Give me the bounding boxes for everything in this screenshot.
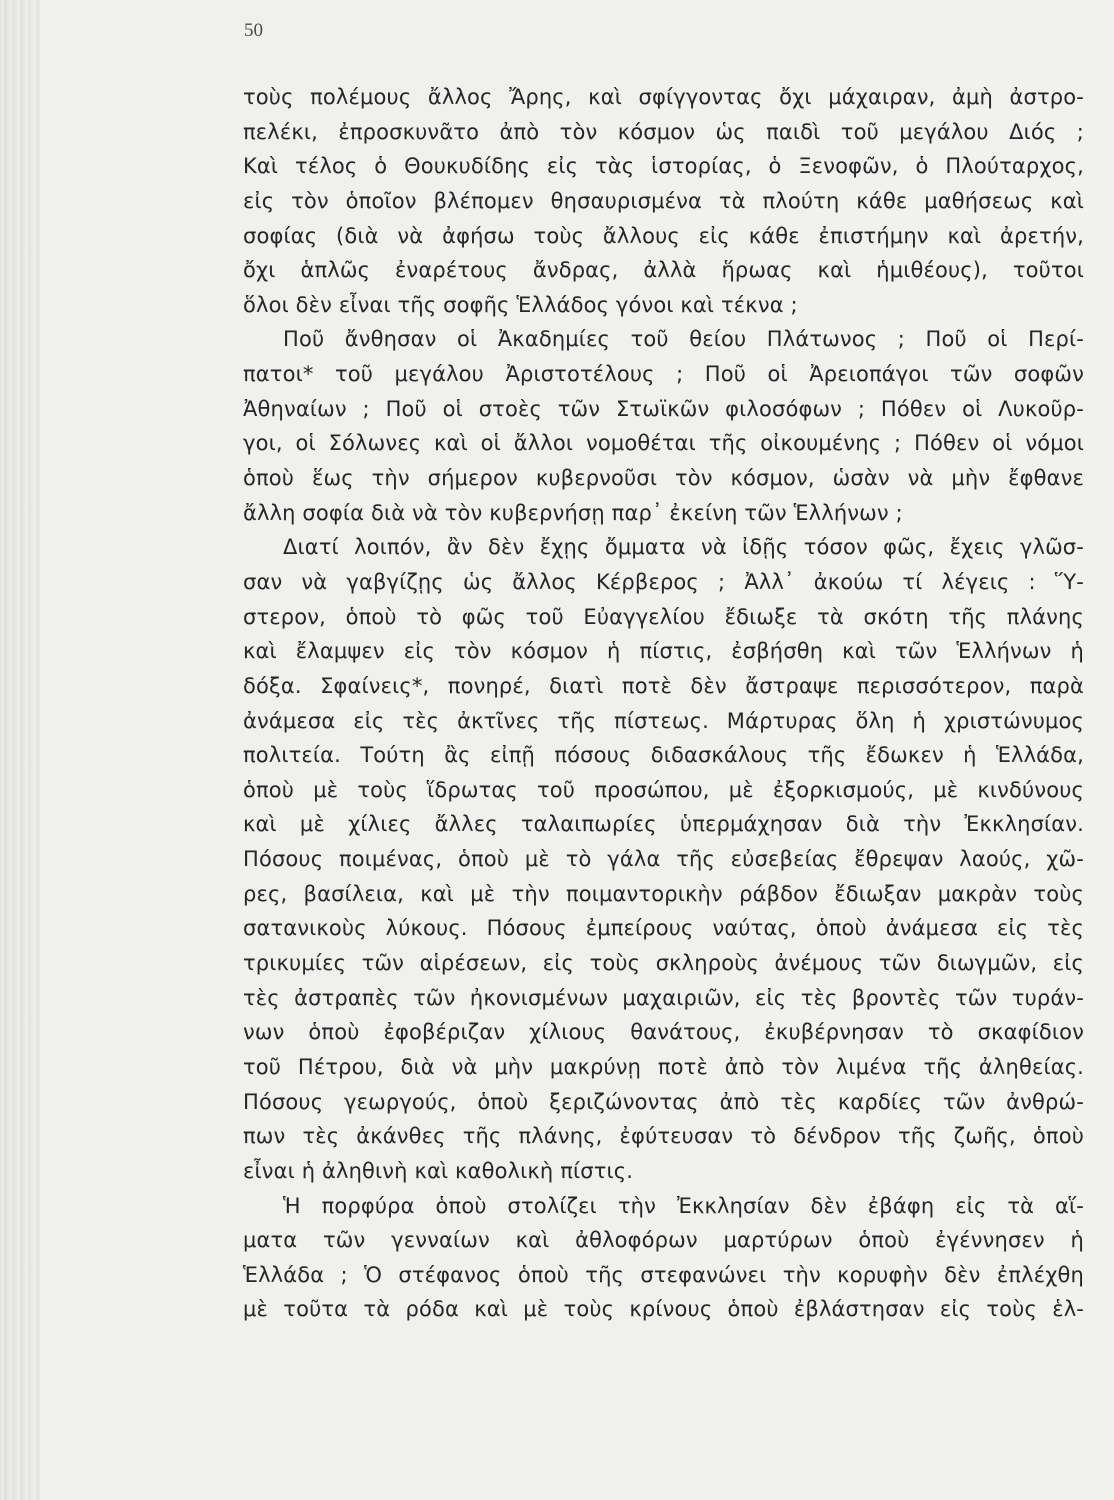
text-line: πολιτεία. Τούτη ἂς εἰπῇ πόσους διδασκάλους τῆς ἔδωκεν ἡ Ἑλλάδα, xyxy=(243,743,1084,768)
text-line: Ποῦ ἄνθησαν οἱ Ἀκαδημίες τοῦ θείου Πλάτωνος ; Ποῦ οἱ Περί- xyxy=(283,327,1084,352)
text-line: σατανικοὺς λύκους. Πόσους ἐμπείρους ναύτας, ὁποὺ ἀνάμεσα εἰς τὲς xyxy=(243,916,1084,941)
text-line: ἀνάμεσα εἰς τὲς ἀκτῖνες τῆς πίστεως. Μάρτυρας ὅλη ἡ χριστώνυμος xyxy=(243,708,1084,733)
text-line: Πόσους ποιμένας, ὁποὺ μὲ τὸ γάλα τῆς εὐσεβείας ἔθρεψαν λαούς, χῶ- xyxy=(243,847,1084,872)
text-line: πελέκι, ἐπροσκυνᾶτο ἀπὸ τὸν κόσμον ὡς παιδὶ τοῦ μεγάλου Διός ; xyxy=(243,119,1084,144)
text-line: ὁποὺ ἕως τὴν σήμερον κυβερνοῦσι τὸν κόσμον, ὡσὰν νὰ μὴν ἔφθανε xyxy=(243,466,1084,491)
text-line: ματα τῶν γενναίων καὶ ἀθλοφόρων μαρτύρων ὁποὺ ἐγέννησεν ἡ xyxy=(243,1228,1084,1253)
text-line: ὅλοι δὲν εἶναι τῆς σοφῆς Ἑλλάδος γόνοι καὶ τέκνα ; xyxy=(243,292,798,317)
text-line: τοὺς πολέμους ἄλλος Ἄρης, καὶ σφίγγοντας ὄχι μάχαιραν, ἀμὴ ἀστρο- xyxy=(243,85,1084,109)
text-line: εἰς τὸν ὁποῖον βλέπομεν θησαυρισμένα τὰ πλούτη κάθε μαθήσεως καὶ xyxy=(243,188,1084,213)
text-line: εἶναι ἡ ἀληθινὴ καὶ καθολικὴ πίστις. xyxy=(243,1158,634,1183)
text-line: τρικυμίες τῶν αἱρέσεων, εἰς τοὺς σκληροὺς ἀνέμους τῶν διωγμῶν, εἰς xyxy=(243,951,1084,976)
text-line: Ἡ πορφύρα ὁποὺ στολίζει τὴν Ἐκκλησίαν δὲν ἐβάφη εἰς τὰ αἵ- xyxy=(283,1193,1084,1218)
text-line: ἄλλη σοφία διὰ νὰ τὸν κυβερνήσῃ παρ᾽ ἐκείνη τῶν Ἑλλήνων ; xyxy=(243,500,903,525)
text-line: σαν νὰ γαβγίζῃς ὡς ἄλλος Κέρβερος ; Ἀλλ᾽ ἀκούω τί λέγεις : Ὕ- xyxy=(243,569,1084,594)
text-line: Καὶ τέλος ὁ Θουκυδίδης εἰς τὰς ἱστορίας, ὁ Ξενοφῶν, ὁ Πλούταρχος, xyxy=(243,154,1084,179)
text-line: ρες, βασίλεια, καὶ μὲ τὴν ποιμαντορικὴν ράβδον ἔδιωξαν μακρὰν τοὺς xyxy=(243,881,1084,906)
text-line: Διατί λοιπόν, ἂν δὲν ἔχῃς ὄμματα νὰ ἰδῇς τόσον φῶς, ἔχεις γλῶσ- xyxy=(283,535,1084,560)
text-line: τὲς ἀστραπὲς τῶν ἠκονισμένων μαχαιριῶν, εἰς τὲς βροντὲς τῶν τυράν- xyxy=(243,985,1084,1010)
text-line: καὶ μὲ χίλιες ἄλλες ταλαιπωρίες ὑπερμάχησαν διὰ τὴν Ἐκκλησίαν. xyxy=(243,812,1084,837)
text-line: ὄχι ἁπλῶς ἐναρέτους ἄνδρας, ἀλλὰ ἥρωας καὶ ἡμιθέους), τοῦτοι xyxy=(243,258,1084,283)
text-line: Ἑλλάδα ; Ὁ στέφανος ὁποὺ τῆς στεφανώνει τὴν κορυφὴν δὲν ἐπλέχθη xyxy=(243,1262,1084,1287)
text-line: Πόσους γεωργούς, ὁποὺ ξεριζώνοντας ἀπὸ τὲς καρδίες τῶν ἀνθρώ- xyxy=(243,1089,1084,1114)
text-line: τοῦ Πέτρου, διὰ νὰ μὴν μακρύνῃ ποτὲ ἀπὸ τὸν λιμένα τῆς ἀληθείας. xyxy=(243,1054,1084,1079)
text-line: Ἀθηναίων ; Ποῦ οἱ στοὲς τῶν Στωϊκῶν φιλοσόφων ; Πόθεν οἱ Λυκοῦρ- xyxy=(243,396,1084,421)
text-line: πατοι* τοῦ μεγάλου Ἀριστοτέλους ; Ποῦ οἱ Ἀρειοπάγοι τῶν σοφῶν xyxy=(243,362,1084,387)
body-text xyxy=(243,80,1084,1327)
text-line: νων ὁποὺ ἐφοβέριζαν χίλιους θανάτους, ἐκυβέρνησαν τὸ σκαφίδιον xyxy=(243,1020,1084,1045)
text-line: σοφίας (διὰ νὰ ἀφήσω τοὺς ἄλλους εἰς κάθε ἐπιστήμην καὶ ἀρετήν, xyxy=(243,223,1084,248)
text-line: δόξα. Σφαίνεις*, πονηρέ, διατὶ ποτὲ δὲν ἄστραψε περισσότερον, παρὰ xyxy=(243,673,1084,698)
text-line: γοι, οἱ Σόλωνες καὶ οἱ ἄλλοι νομοθέται τῆς οἰκουμένης ; Πόθεν οἱ νόμοι xyxy=(243,431,1084,456)
text-line: πων τὲς ἀκάνθες τῆς πλάνης, ἐφύτευσαν τὸ δένδρον τῆς ζωῆς, ὁποὺ xyxy=(243,1124,1084,1149)
text-line: ὁποὺ μὲ τοὺς ἵδρωτας τοῦ προσώπου, μὲ ἐξορκισμούς, μὲ κινδύνους xyxy=(243,777,1084,802)
text-line: στερον, ὁποὺ τὸ φῶς τοῦ Εὐαγγελίου ἔδιωξε τὰ σκότη τῆς πλάνης xyxy=(243,604,1084,629)
page-number: 50 xyxy=(244,20,263,41)
text-line: καὶ ἔλαμψεν εἰς τὸν κόσμον ἡ πίστις, ἐσβήσθη καὶ τῶν Ἑλλήνων ἡ xyxy=(243,639,1084,664)
page-edge-shadow xyxy=(0,0,40,1500)
text-line: μὲ τοῦτα τὰ ρόδα καὶ μὲ τοὺς κρίνους ὁποὺ ἐβλάστησαν εἰς τοὺς ἑλ- xyxy=(243,1297,1084,1322)
